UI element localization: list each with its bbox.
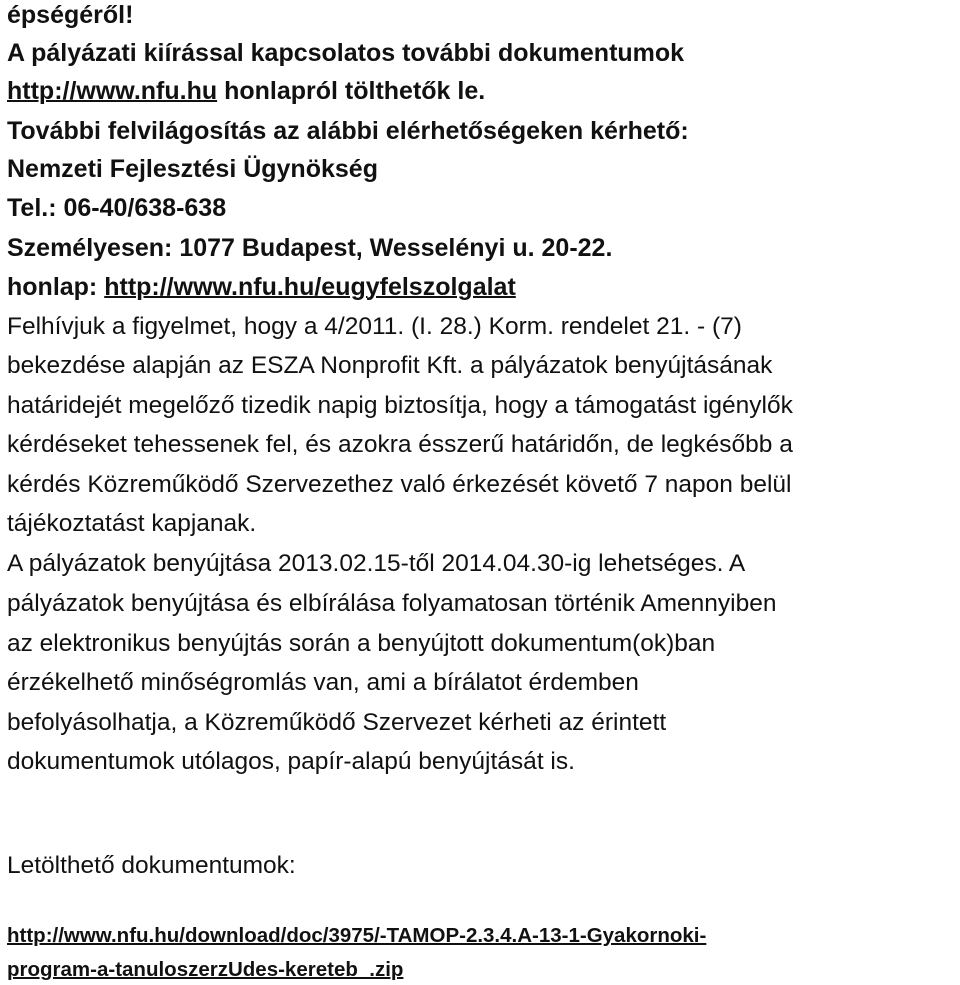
download-link[interactable]: http://www.nfu.hu/download/doc/3975/-TAMOP-2.3.4.A-13-1-Gyakornoki- [7, 924, 707, 947]
download-link-row [7, 921, 706, 951]
body-line: dokumentumok utólagos, papír-alapú benyújtását is. [7, 748, 575, 775]
line-text: honlapról tölthetők le. [217, 77, 486, 105]
download-link-row [7, 955, 403, 985]
body-line: kérdéseket tehessenek fel, és azokra ésszerű határidőn, de legkésőbb a [7, 431, 793, 458]
bold-line: A pályázati kiírással kapcsolatos további dokumentumok [7, 39, 685, 67]
body-line: A pályázatok benyújtása 2013.02.15-től 2014.04.30-ig lehetséges. A [7, 550, 746, 577]
nfu-link[interactable]: http://www.nfu.hu [7, 77, 218, 105]
website-line [7, 268, 516, 306]
body-line: bekezdése alapján az ESZA Nonprofit Kft. a pályázatok benyújtásának [7, 352, 773, 379]
body-line: pályázatok benyújtása és elbírálása folyamatosan történik Amennyiben [7, 590, 777, 617]
heading-fragment: épségéről! [7, 1, 134, 29]
body-line: határidejét megelőző tizedik napig biztosítja, hogy a támogatást igénylők [7, 392, 793, 419]
bold-line: További felvilágosítás az alábbi elérhetőségeken kérhető: [7, 117, 689, 145]
body-line: tájékoztatást kapjanak. [7, 510, 257, 537]
body-line: kérdés Közreműködő Szervezethez való érkezését követő 7 napon belül [7, 471, 792, 498]
bold-line [7, 72, 485, 110]
body-line: az elektronikus benyújtás során a benyújtott dokumentum(ok)ban [7, 630, 716, 657]
download-link[interactable]: program-a-tanuloszerzUdes-kereteb_.zip [7, 958, 404, 981]
line-text: honlap: [7, 273, 105, 301]
body-line: befolyásolhatja, a Közreműködő Szervezet kérheti az érintett [7, 709, 667, 736]
phone: Tel.: 06-40/638-638 [7, 194, 227, 222]
body-line: érzékelhető minőségromlás van, ami a bírálatot érdemben [7, 669, 639, 696]
agency-name: Nemzeti Fejlesztési Ügynökség [7, 155, 378, 183]
eugyfelszolgalat-link[interactable]: http://www.nfu.hu/eugyfelszolgalat [104, 273, 516, 301]
body-line: Felhívjuk a figyelmet, hogy a 4/2011. (I. 28.) Korm. rendelet 21. - (7) [7, 313, 742, 340]
downloads-heading: Letölthető dokumentumok: [7, 852, 296, 879]
address: Személyesen: 1077 Budapest, Wesselényi u. 20-22. [7, 234, 613, 262]
